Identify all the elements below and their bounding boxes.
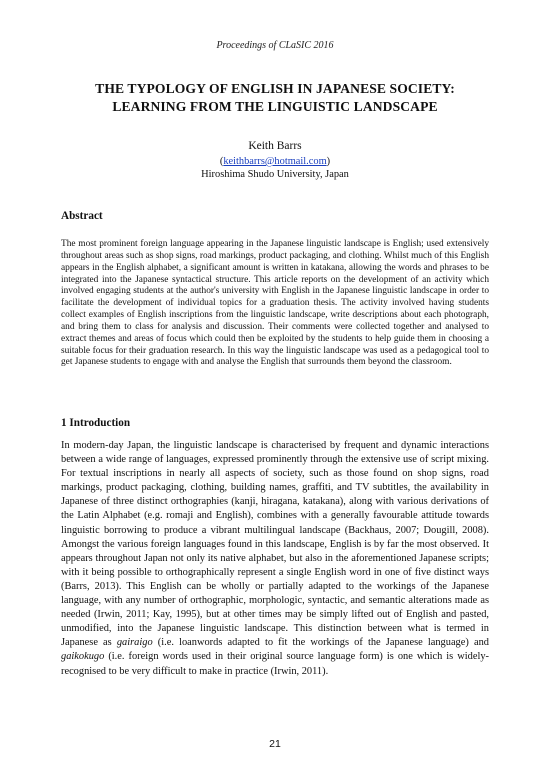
introduction-paragraph <box>61 439 489 679</box>
intro-text-part-2: (i.e. loanwords adapted to fit the workings of the Japanese language) and <box>157 637 489 649</box>
abstract-paragraph: The most prominent foreign language appearing in the Japanese linguistic landscape is English; used extensively throughout areas such as shop signs, road markings, product packaging, and clothing. Whilst much of this English appears in the English alphabet, a significant amount is written in katakana, allowing the words and phrases to be integrated into the Japanese syntactical structure. This article reports on the development of an activity which involved engaging students at the author's university with English in the Japanese linguistic landscape in order to facilitate the development of individual topics for a graduation thesis. The activity involved having students collect examples of English inscriptions from the linguistic landscape, write descriptions about each photograph, and bring them to class for analysis and discussion. Their comments were collected together and analysed to extract themes and areas of focus which could then be exploited by the students to help guide them in choosing a suitable focus for their graduation research. In this way the linguistic landscape was used as a pedagogical tool to get Japanese students to engage with and analyse the English that surrounds them beyond the classroom. <box>61 239 489 368</box>
page-number: 21 <box>269 738 281 750</box>
intro-text-part-3: (i.e. foreign words used in their original source language form) is one which is widely-recognised to be very difficult to make in practice (Irwin, 2011). <box>61 651 489 677</box>
author-email-line <box>0 155 550 168</box>
running-head: Proceedings of CLaSIC 2016 <box>216 40 334 51</box>
author-block <box>0 140 550 181</box>
term-gaikokugo: gaikokugo <box>61 651 105 663</box>
intro-text-part-1: In modern-day Japan, the linguistic landscape is characterised by frequent and dynamic interactions between a wide range of languages, expressed prominently through the extensive use of script mixing. For textual inscriptions in nearly all aspects of society, such as those found on shop signs, road markings, product packaging, clothing, building names, graffiti, and TV subtitles, the availability in Japanese of three distinct orthographies (kanji, hiragana, katakana), along with various derivations of the Latin Alphabet (e.g. romaji and English), combines with a generally favourable attitude towards linguistic borrowing to produce a vibrant multilingual landscape (Backhaus, 2007; Dougill, 2008). Amongst the various foreign languages found in this landscape, English is by far the most observed. It appears throughout Japan not only its native alphabet, but also in the aforementioned Japanese scripts; with it being possible to orthographically represent a single English word in one of five distinct ways (Barrs, 2013). This English can be wholly or partially adapted to the workings of the Japanese language, with any number of orthographic, morphologic, syntactic, and semantic alterations made as needed (Irwin, 2011; Kay, 1995), but at other times may be simply lifted out of English and pasted, unmodified, into the Japanese linguistic landscape. This distinction between what is termed in Japanese as <box>61 440 489 649</box>
term-gairaigo: gairaigo <box>116 637 153 649</box>
author-affiliation: Hiroshima Shudo University, Japan <box>201 169 349 180</box>
section-heading: 1 Introduction <box>61 417 131 429</box>
paper-title <box>40 80 510 116</box>
introduction-body <box>61 439 489 679</box>
abstract-body <box>61 239 489 369</box>
author-email-link[interactable]: keithbarrs@hotmail.com <box>223 156 327 167</box>
title-line-2: LEARNING FROM THE LINGUISTIC LANDSCAPE <box>112 99 438 114</box>
abstract-heading: Abstract <box>61 210 103 222</box>
email-close-paren: ) <box>326 156 331 167</box>
email-open-paren: ( <box>219 156 224 167</box>
author-name: Keith Barrs <box>248 140 302 152</box>
title-line-1: THE TYPOLOGY OF ENGLISH IN JAPANESE SOCIETY: <box>95 81 455 96</box>
